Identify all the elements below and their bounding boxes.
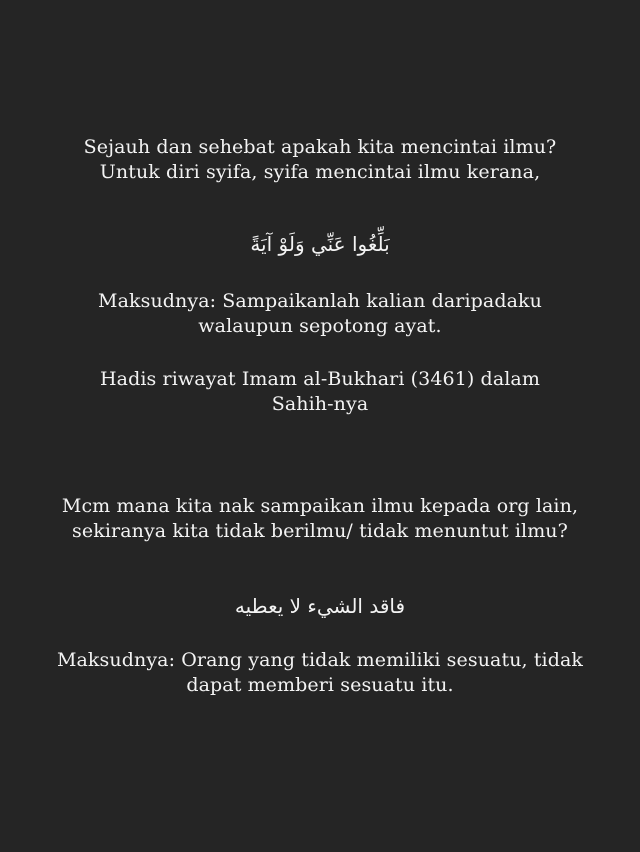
- question-line-2: sekiranya kita tidak berilmu/ tidak menuntut ilmu?: [72, 520, 568, 542]
- intro-text: [0, 135, 640, 185]
- proverb-meaning: [0, 648, 640, 698]
- hadith-meaning-line-1: Maksudnya: Sampaikanlah kalian daripadaku: [98, 290, 542, 312]
- intro-line-1: Sejauh dan sehebat apakah kita mencintai ilmu?: [83, 136, 557, 158]
- proverb-arabic: فاقد الشيء لا يعطيه: [234, 594, 406, 618]
- hadith-source-line-1: Hadis riwayat Imam al-Bukhari (3461) dalam: [100, 368, 540, 390]
- hadith-source-line-2: Sahih-nya: [271, 393, 369, 415]
- hadith-arabic: بَلِّغُوا عَنِّي وَلَوْ آيَةً: [250, 232, 390, 256]
- question-line-1: Mcm mana kita nak sampaikan ilmu kepada org lain,: [61, 495, 579, 517]
- hadith-meaning: [0, 289, 640, 339]
- question-text: [0, 494, 640, 544]
- proverb-meaning-line-1: Maksudnya: Orang yang tidak memiliki sesuatu, tidak: [56, 649, 584, 671]
- hadith-meaning-line-2: walaupun sepotong ayat.: [198, 315, 442, 337]
- intro-line-2: Untuk diri syifa, syifa mencintai ilmu kerana,: [99, 161, 541, 183]
- hadith-source: [0, 367, 640, 417]
- proverb-meaning-line-2: dapat memberi sesuatu itu.: [186, 674, 454, 696]
